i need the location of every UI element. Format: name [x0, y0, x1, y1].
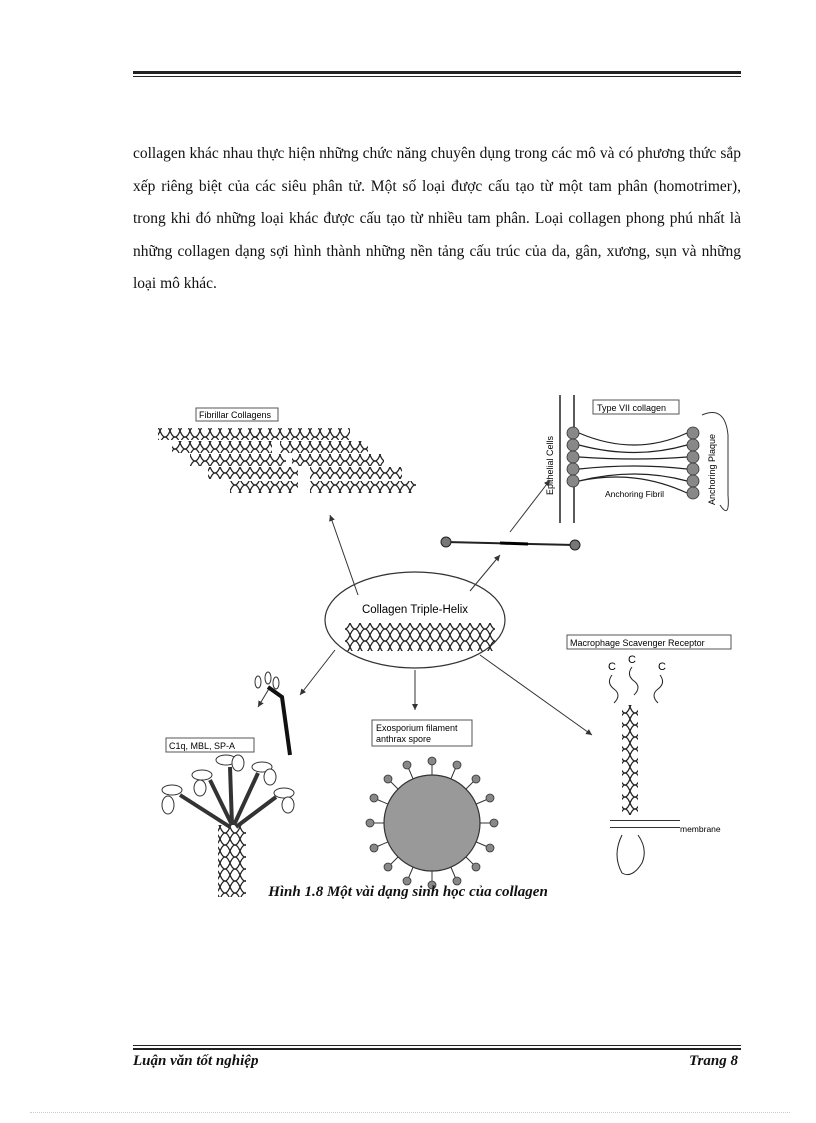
c-label-2: C [628, 654, 636, 666]
header-rule [133, 71, 741, 77]
fibrillar-label: Fibrillar Collagens [199, 410, 272, 420]
footer-thesis-title: Luận văn tốt nghiệp [133, 1053, 259, 1069]
fibrillar-collagens-diagram [158, 408, 416, 493]
triple-helix-label: Collagen Triple-Helix [361, 604, 469, 616]
anchoring-plaque-label: Anchoring Plaque [707, 433, 717, 505]
c1q-label: C1q, MBL, SP-A [169, 741, 236, 751]
page-edge-dotted-line [30, 1112, 790, 1113]
type7-label: Type VII collagen [597, 403, 667, 413]
exosporium-label-2: anthrax spore [376, 734, 432, 744]
collagen-figure [150, 395, 740, 915]
epithelial-label: Epithelial Cells [545, 435, 555, 495]
type-vii-collagen-diagram [545, 395, 728, 523]
membrane-label: membrane [680, 824, 721, 834]
c-label-1: C [608, 661, 616, 673]
type-vii-molecule [441, 537, 580, 550]
macrophage-label: Macrophage Scavenger Receptor [570, 638, 705, 648]
macrophage-receptor-diagram [567, 635, 731, 875]
body-paragraph: collagen khác nhau thực hiện những chức năng chuyên dụng trong các mô và có phương thức sắp xếp riêng biệt của các siêu phân tử. Một số loại được cấu tạo từ một tam phân (homotrimer), trong khi đó những loại khác được cấu tạo từ nhiều tam phân. Loại collagen phong phú nhất là những collagen dạng sợi hình thành những nền tảng cấu trúc của da, gân, xương, sụn và những loại mô khác. [133, 145, 741, 292]
anchoring-fibril-label: Anchoring Fibril [605, 489, 665, 499]
footer-page-number: Trang 8 [688, 1053, 738, 1069]
exosporium-label-1: Exosporium filament [376, 723, 458, 733]
footer-rule [133, 1045, 741, 1050]
collagen-triple-helix [325, 572, 505, 668]
c-label-3: C [658, 661, 666, 673]
c1q-diagram [162, 672, 294, 897]
figure-caption: Hình 1.8 Một vài dạng sinh học của collagen [268, 884, 548, 900]
exosporium-diagram [366, 720, 498, 889]
